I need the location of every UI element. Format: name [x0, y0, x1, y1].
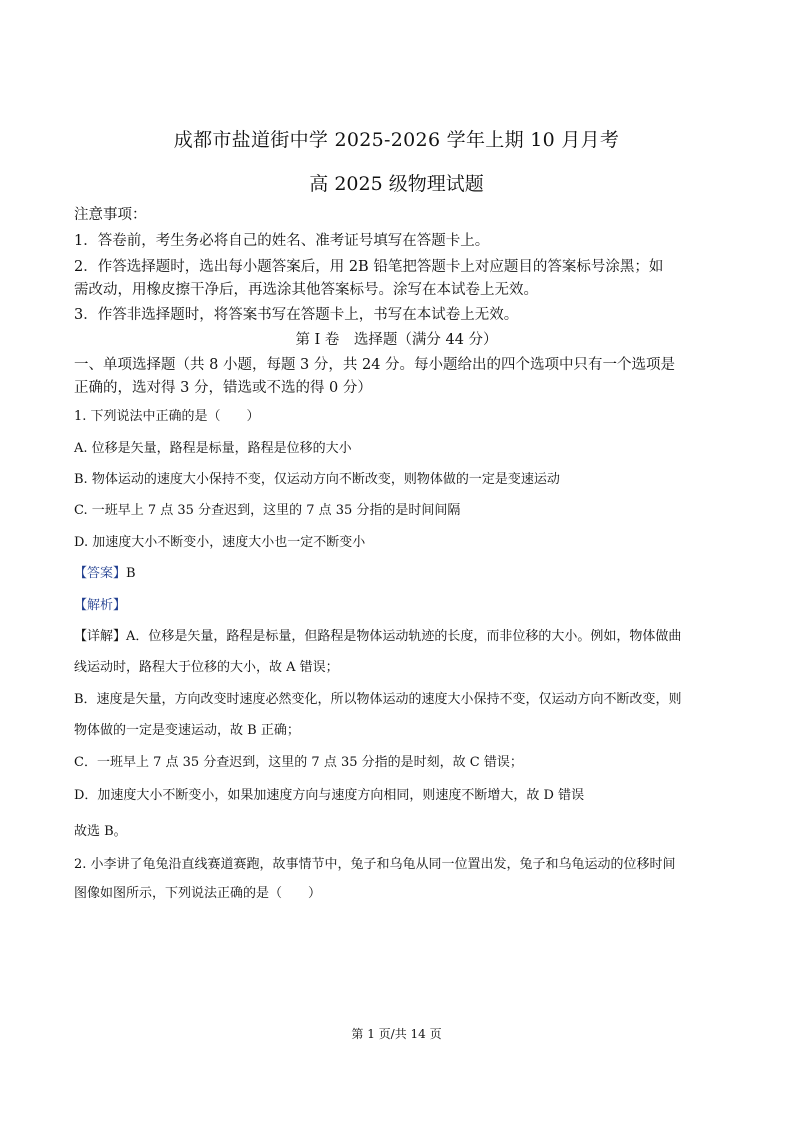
answer-line — [74, 564, 724, 584]
detail-line-5: C．一班早上 7 点 35 分查迟到，这里的 7 点 35 分指的是时刻，故 C 错误； — [74, 755, 523, 770]
question-1-option-d: D. 加速度大小不断变小，速度大小也一定不断变小 — [74, 535, 366, 550]
detail-line-2: 线运动时，路程大于位移的大小，故 A 错误； — [74, 660, 339, 675]
exam-subtitle: 高 2025 级物理试题 — [309, 173, 484, 195]
exam-title: 成都市盐道街中学 2025-2026 学年上期 10 月月考 — [173, 129, 620, 151]
detail-line-4: 物体做的一定是变速运动，故 B 正确； — [74, 723, 300, 738]
note-item-2-continued: 需改动，用橡皮擦干净后，再选涂其他答案标号。涂写在本试卷上无效。 — [74, 282, 538, 298]
notes-heading: 注意事项： — [74, 207, 147, 223]
section-instruction: 一、单项选择题（共 8 小题，每题 3 分，共 24 分。每小题给出的四个选项中只有一个选项是 — [74, 357, 676, 373]
answer-tag: 【答案】 — [74, 566, 127, 581]
question-2-stem-continued: 图像如图所示，下列说法正确的是（ ） — [74, 886, 322, 901]
detail-text: 【详解】A．位移是矢量，路程是标量，但路程是物体运动轨迹的长度，而非位移的大小。例如，物体做曲 — [74, 629, 682, 644]
note-item-1: 1．答卷前，考生务必将自己的姓名、准考证号填写在答题卡上。 — [74, 233, 490, 249]
answer-value: B — [126, 566, 136, 581]
question-1-stem: 1. 下列说法中正确的是（ ） — [74, 409, 260, 424]
analysis-tag-label: 【解析】 — [74, 598, 127, 613]
note-item-3: 3．作答非选择题时，将答案书写在答题卡上，书写在本试卷上无效。 — [74, 307, 519, 323]
detail-line-3: B．速度是矢量，方向改变时速度必然变化，所以物体运动的速度大小保持不变，仅运动方向不断改变，则 — [74, 692, 682, 707]
analysis-tag — [74, 596, 724, 616]
page-footer: 第 1 页/共 14 页 — [351, 1027, 442, 1041]
question-1-option-a: A. 位移是矢量，路程是标量，路程是位移的大小 — [74, 441, 352, 456]
question-1-option-c: C. 一班早上 7 点 35 分查迟到，这里的 7 点 35 分指的是时间间隔 — [74, 503, 461, 518]
section-instruction-continued: 正确的，选对得 3 分，错选或不选的得 0 分） — [74, 380, 372, 396]
question-1-option-b: B. 物体运动的速度大小保持不变，仅运动方向不断改变，则物体做的一定是变速运动 — [74, 472, 560, 487]
section-title: 第 I 卷 选择题（满分 44 分） — [295, 332, 498, 348]
detail-line-1 — [74, 627, 724, 647]
question-2-stem: 2. 小李讲了龟兔沿直线赛道赛跑，故事情节中，兔子和乌龟从同一位置出发，兔子和乌龟运动的位移时间 — [74, 857, 676, 872]
detail-line-6: D．加速度大小不断变小，如果加速度方向与速度方向相同，则速度不断增大，故 D 错误 — [74, 788, 585, 803]
conclusion: 故选 B。 — [74, 824, 127, 839]
note-item-2: 2．作答选择题时，选出每小题答案后，用 2B 铅笔把答题卡上对应题目的答案标号涂黑；如 — [74, 259, 664, 275]
